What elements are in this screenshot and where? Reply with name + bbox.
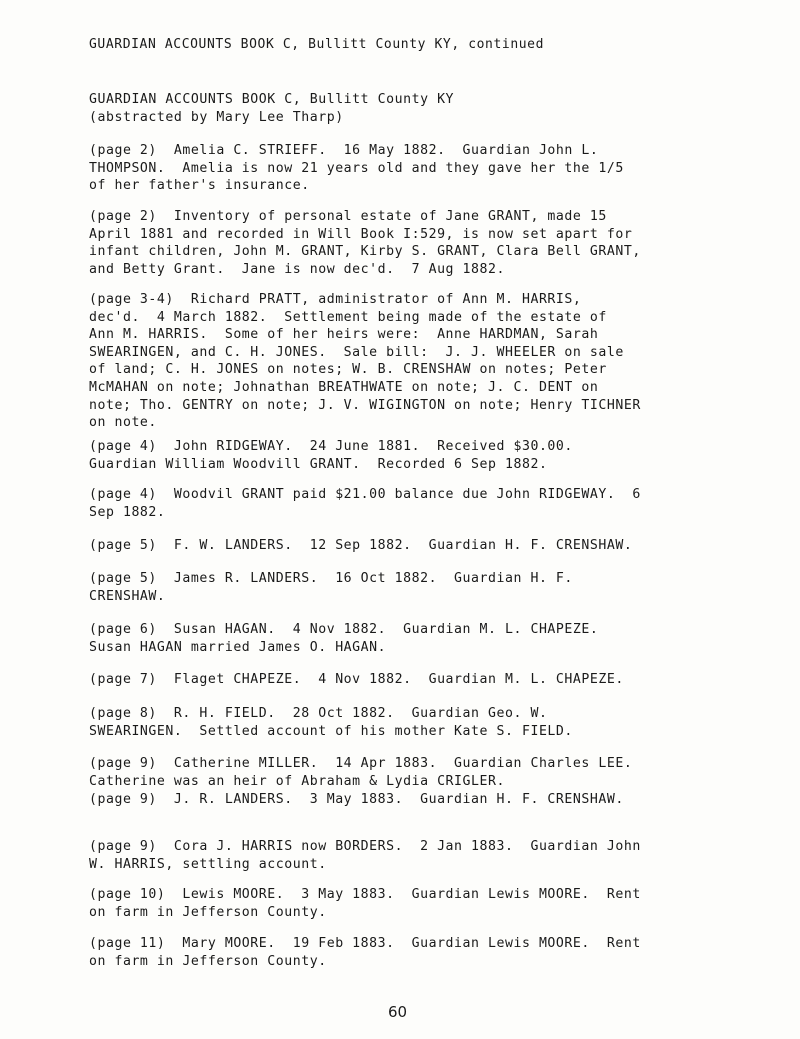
entry — [89, 537, 729, 555]
entry — [89, 886, 729, 921]
entry — [89, 671, 729, 689]
entry-line: THOMPSON. Amelia is now 21 years old and they gave her the 1/5 — [89, 160, 624, 176]
entry-line: SWEARINGEN, and C. H. JONES. Sale bill: J. J. WHEELER on sale — [89, 344, 624, 360]
entry-line: and Betty Grant. Jane is now dec'd. 7 Aug 1882. — [89, 261, 505, 277]
entry-line: (page 6) Susan HAGAN. 4 Nov 1882. Guardian M. L. CHAPEZE. — [89, 622, 599, 637]
entry — [89, 486, 729, 521]
page-number: 60 — [388, 1003, 408, 1021]
entry-line: (page 9) Catherine MILLER. 14 Apr 1883. Guardian Charles LEE. — [89, 756, 633, 771]
entry — [89, 838, 729, 873]
entry-line: (page 11) Mary MOORE. 19 Feb 1883. Guardian Lewis MOORE. Rent — [89, 936, 641, 951]
entry-line: note; Tho. GENTRY on note; J. V. WIGINGTON on note; Henry TICHNER — [89, 397, 641, 413]
entry-line: on farm in Jefferson County. — [89, 904, 327, 920]
entry — [89, 755, 729, 790]
entry-line: (page 7) Flaget CHAPEZE. 4 Nov 1882. Guardian M. L. CHAPEZE. — [89, 672, 624, 687]
entry-line: Susan HAGAN married James O. HAGAN. — [89, 639, 387, 655]
entry-line: Catherine was an heir of Abraham & Lydia CRIGLER. — [89, 773, 505, 789]
entry — [89, 208, 729, 278]
entry-line: Guardian William Woodvill GRANT. Recorded 6 Sep 1882. — [89, 456, 548, 472]
entry-line: (page 4) Woodvil GRANT paid $21.00 balance due John RIDGEWAY. 6 — [89, 487, 641, 502]
entry — [89, 935, 729, 970]
entry-line: (page 9) J. R. LANDERS. 3 May 1883. Guardian H. F. CRENSHAW. — [89, 792, 624, 807]
entry — [89, 791, 729, 809]
entry — [89, 570, 729, 605]
entry-line: April 1881 and recorded in Will Book I:529, is now set apart for — [89, 226, 633, 242]
entry — [89, 291, 729, 432]
entry — [89, 142, 729, 195]
document-title-block — [89, 91, 729, 126]
entry-line: dec'd. 4 March 1882. Settlement being made of the estate of — [89, 309, 607, 325]
entry-line: of her father's insurance. — [89, 178, 310, 194]
entry-line: (page 5) James R. LANDERS. 16 Oct 1882. Guardian H. F. — [89, 571, 573, 586]
entry-line: (page 2) Inventory of personal estate of Jane GRANT, made 15 — [89, 209, 607, 224]
entry — [89, 438, 729, 473]
document-subtitle: (abstracted by Mary Lee Tharp) — [89, 109, 344, 125]
running-header: GUARDIAN ACCOUNTS BOOK C, Bullitt County KY, continued — [89, 37, 545, 52]
entry — [89, 621, 729, 656]
entry-line: (page 4) John RIDGEWAY. 24 June 1881. Received $30.00. — [89, 439, 573, 454]
entry-line: (page 8) R. H. FIELD. 28 Oct 1882. Guardian Geo. W. — [89, 706, 548, 721]
entry — [89, 705, 729, 740]
entry-line: (page 5) F. W. LANDERS. 12 Sep 1882. Guardian H. F. CRENSHAW. — [89, 538, 633, 553]
entry-line: SWEARINGEN. Settled account of his mother Kate S. FIELD. — [89, 723, 573, 739]
entry-line: Sep 1882. — [89, 504, 166, 520]
entry-line: of land; C. H. JONES on notes; W. B. CRENSHAW on notes; Peter — [89, 362, 607, 378]
entry-line: on note. — [89, 415, 157, 431]
entry-line: (page 2) Amelia C. STRIEFF. 16 May 1882. Guardian John L. — [89, 143, 599, 158]
entry-line: W. HARRIS, settling account. — [89, 856, 327, 872]
entry-line: (page 10) Lewis MOORE. 3 May 1883. Guardian Lewis MOORE. Rent — [89, 887, 641, 902]
document-title: GUARDIAN ACCOUNTS BOOK C, Bullitt County KY — [89, 92, 455, 107]
entry-line: CRENSHAW. — [89, 588, 166, 604]
entry-line: (page 9) Cora J. HARRIS now BORDERS. 2 Jan 1883. Guardian John — [89, 839, 641, 854]
entry-line: infant children, John M. GRANT, Kirby S. GRANT, Clara Bell GRANT, — [89, 244, 641, 260]
entry-line: (page 3-4) Richard PRATT, administrator of Ann M. HARRIS, — [89, 292, 582, 307]
entry-line: McMAHAN on note; Johnathan BREATHWATE on note; J. C. DENT on — [89, 379, 599, 395]
entry-line: Ann M. HARRIS. Some of her heirs were: Anne HARDMAN, Sarah — [89, 327, 599, 343]
entry-line: on farm in Jefferson County. — [89, 953, 327, 969]
